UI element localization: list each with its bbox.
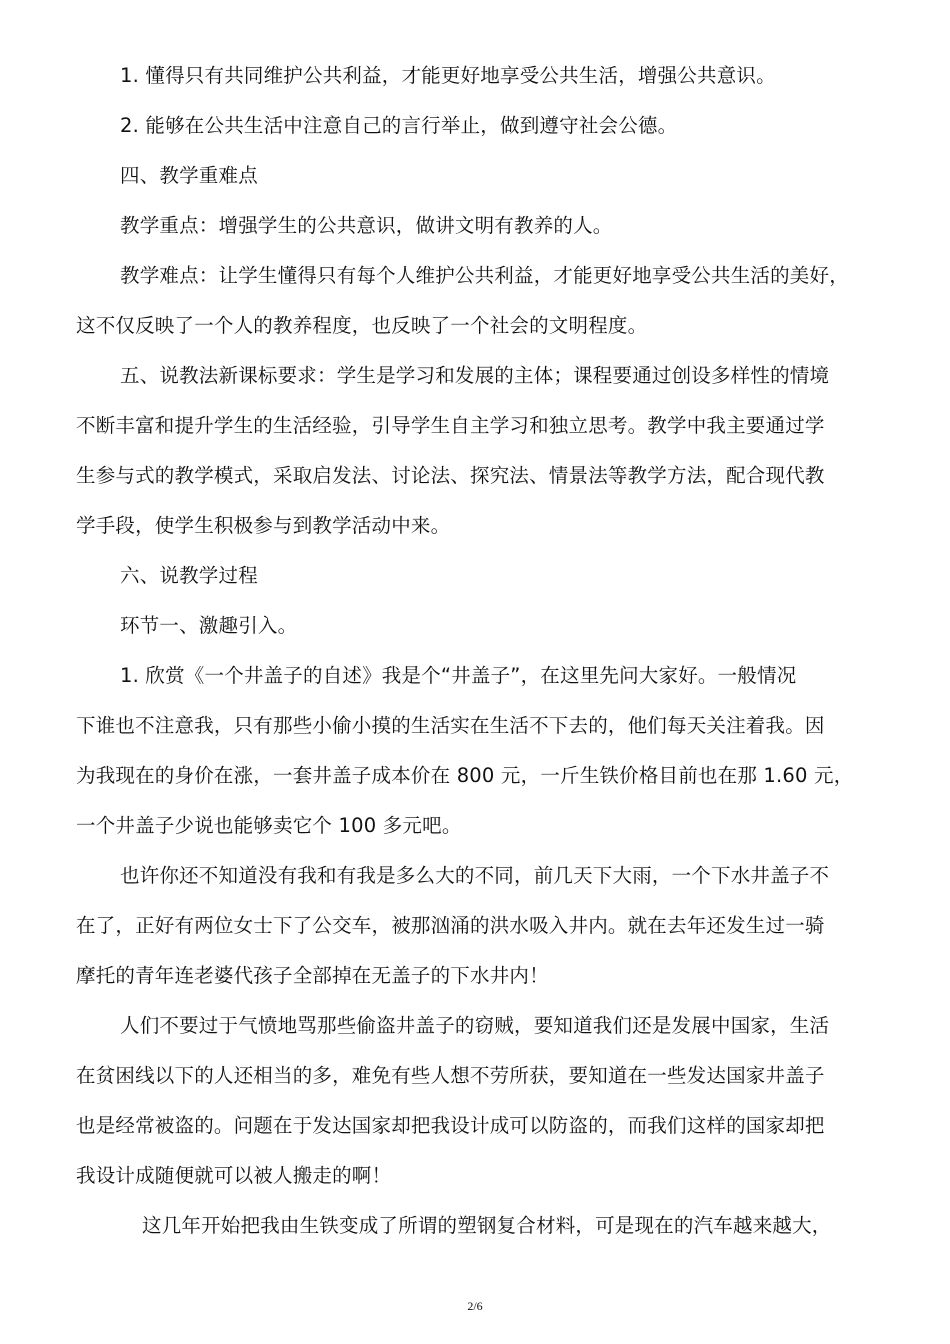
section-heading: 六、说教学过程 <box>120 564 258 587</box>
text-line: 下谁也不注意我，只有那些小偷小摸的生活实在生活不下去的，他们每天关注着我。因 <box>76 714 825 737</box>
text-line: 摩托的青年连老婆代孩子全部掉在无盖子的下水井内！ <box>76 964 549 987</box>
text-line: 人们不要过于气愤地骂那些偷盗井盖子的窃贼，要知道我们还是发展中国家，生活 <box>120 1014 830 1037</box>
text-line: 生参与式的教学模式，采取启发法、讨论法、探究法、情景法等教学方法，配合现代教 <box>76 464 825 487</box>
text-line: 五、说教法新课标要求：学生是学习和发展的主体；课程要通过创设多样性的情境 <box>120 364 830 387</box>
text-line: 这几年开始把我由生铁变成了所谓的塑钢复合材料，可是现在的汽车越来越大， <box>142 1214 832 1237</box>
text-line: 2. 能够在公共生活中注意自己的言行举止，做到遵守社会公德。 <box>120 114 678 137</box>
text-line: 环节一、激趣引入。 <box>120 614 298 637</box>
text-line: 学手段，使学生积极参与到教学活动中来。 <box>76 514 451 537</box>
text-line: 在了，正好有两位女士下了公交车，被那汹涌的洪水吸入井内。就在去年还发生过一骑 <box>76 914 825 937</box>
section-heading: 四、教学重难点 <box>120 164 258 187</box>
text-line: 1. 欣赏《一个井盖子的自述》我是个“井盖子”，在这里先问大家好。一般情况 <box>120 664 797 687</box>
text-line: 教学难点：让学生懂得只有每个人维护公共利益，才能更好地享受公共生活的美好， <box>120 264 849 287</box>
text-line: 教学重点：增强学生的公共意识，做讲文明有教养的人。 <box>120 214 613 237</box>
text-line: 也是经常被盗的。问题在于发达国家却把我设计成可以防盗的，而我们这样的国家却把 <box>76 1114 825 1137</box>
text-line: 不断丰富和提升学生的生活经验，引导学生自主学习和独立思考。教学中我主要通过学 <box>76 414 825 437</box>
text-line: 这不仅反映了一个人的教养程度，也反映了一个社会的文明程度。 <box>76 314 648 337</box>
text-line: 为我现在的身价在涨，一套井盖子成本价在 800 元，一斤生铁价格目前也在那 1.60 元， <box>76 764 854 787</box>
page-number: 2/6 <box>467 1299 483 1313</box>
text-line: 一个井盖子少说也能够卖它个 100 多元吧。 <box>76 814 462 837</box>
text-line: 1. 懂得只有共同维护公共利益，才能更好地享受公共生活，增强公共意识。 <box>120 64 776 87</box>
text-line: 我设计成随便就可以被人搬走的啊！ <box>76 1164 392 1187</box>
text-line: 在贫困线以下的人还相当的多，难免有些人想不劳所获，要知道在一些发达国家井盖子 <box>76 1064 825 1087</box>
text-line: 也许你还不知道没有我和有我是多么大的不同，前几天下大雨，一个下水井盖子不 <box>120 864 830 887</box>
